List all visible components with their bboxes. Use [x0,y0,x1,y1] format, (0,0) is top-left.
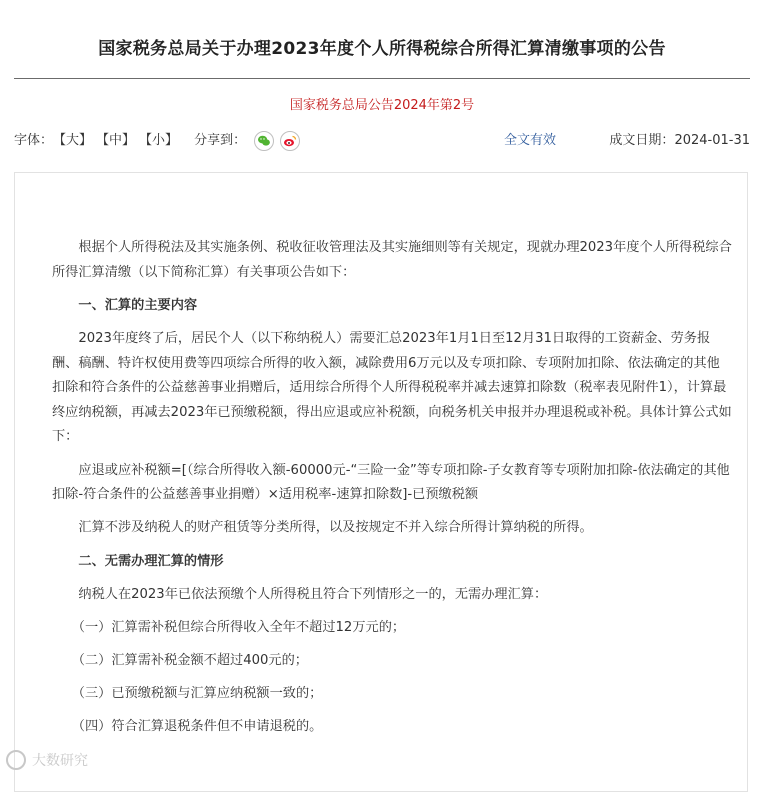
list-item: （四）符合汇算退税条件但不申请退税的。 [71,719,323,735]
share-label: 分享到： [194,133,247,148]
paragraph-main-content: 2023年度终了后，居民个人（以下称纳税人）需要汇总2023年1月1日至12月31日取得的工资薪金、劳务报酬、稿酬、特许权使用费等四项综合所得的收入额，减除费用6万元以及专项扣除、专项附加扣除、依法确定的其他扣除和符合条件的公益慈善事业捐赠后，适用综合所得个人所得税税率并减去速算扣除数（税率表见附件1），计算最终应纳税额，再减去2023年已预缴税额，得出应退或应补税额，向税务机关申报并办理退税或补税。具体计算公式如下： [52,330,732,445]
font-size-small-button[interactable]: 【小】 [139,133,179,148]
toolbar-left [14,131,306,151]
section-heading-1: 一、汇算的主要内容 [78,297,198,313]
paragraph-intro: 根据个人所得税法及其实施条例、税收征收管理法及其实施细则等有关规定，现就办理2023年度个人所得税综合所得汇算清缴（以下简称汇算）有关事项公告如下： [52,240,732,280]
article-body [52,236,732,749]
watermark [6,748,102,772]
date-label: 成文日期： [609,133,675,148]
wechat-icon[interactable] [254,131,274,151]
document-number: 国家税务总局公告2024年第2号 [289,98,475,113]
paragraph-exemptions: 纳税人在2023年已依法预缴个人所得税且符合下列情形之一的，无需办理汇算： [78,586,548,602]
publish-date [609,131,750,151]
paragraph-formula: 应退或应补税额=[（综合所得收入额-60000元-“三险一金”等专项扣除-子女教育等专项附加扣除-依法确定的其他扣除-符合条件的公益慈善事业捐赠）×适用税率-速算扣除数]-已预缴税额 [52,462,730,503]
validity-status: 全文有效 [504,133,557,148]
title-divider [14,78,750,79]
article-toolbar [14,131,750,151]
list-item: （三）已预缴税额与汇算应纳税额一致的； [71,686,323,702]
section-heading-2: 二、无需办理汇算的情形 [78,553,224,569]
font-size-large-button[interactable]: 【大】 [53,133,93,148]
list-item: （二）汇算需补税金额不超过400元的； [71,653,308,669]
font-size-label: 字体： [14,133,54,148]
paragraph-scope: 汇算不涉及纳税人的财产租赁等分类所得，以及按规定不并入综合所得计算纳税的所得。 [78,520,593,536]
font-size-medium-button[interactable]: 【中】 [96,133,136,148]
watermark-logo-icon [6,750,26,770]
watermark-text: 大数研究 [32,753,88,769]
date-value: 2024-01-31 [674,133,750,148]
page-title: 国家税务总局关于办理2023年度个人所得税综合所得汇算清缴事项的公告 [98,39,666,59]
list-item: （一）汇算需补税但综合所得收入全年不超过12万元的； [71,619,406,635]
weibo-icon[interactable] [280,131,300,151]
